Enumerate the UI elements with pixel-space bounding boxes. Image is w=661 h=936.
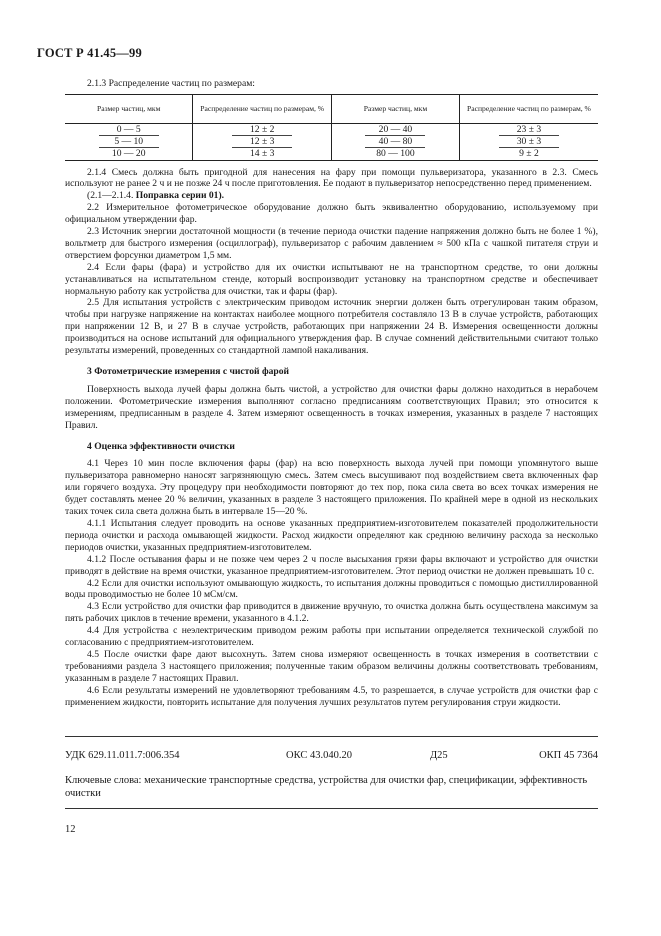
footer-divider: [65, 808, 598, 809]
table-cell: 40 — 80: [331, 136, 459, 148]
paragraph-2-3: 2.3 Источник энергии достаточной мощности (в течение периода очистки падение напряжения должно быть не более 1 %), вольтметр для быстрого измерения (осциллограф), пульверизатор с рабочим давлением ≈ 500 кПа с чашкой питателя струи и отверстием форсунки диаметром 1,5 мм.: [65, 226, 598, 261]
table-header-cell: Размер частиц, мкм: [65, 94, 193, 123]
paragraph-4-1: 4.1 Через 10 мин после включения фары (фар) на всю поверхность выхода лучей при помощи упомянутого выше пульверизатора равномерно наносят загрязняющую смесь. Затем смесь высушивают под воздействием света включенных фар или горячего воздуха. Эту процедуру при необходимости повторяют до тех пор, пока сила света во всех точках измерения не будет составлять менее 20 % величин, указанных в разделе 3 настоящего приложения. По крайней мере в одной из нескольких таких точек сила света должна быть в интервале 15—20 %.: [65, 458, 598, 518]
table-header-cell: Распределение частиц по размерам, %: [459, 94, 598, 123]
table-cell: 14 ± 3: [193, 148, 332, 160]
d-code: Д25: [430, 750, 448, 761]
paragraph-2-4: 2.4 Если фары (фара) и устройство для их очистки испытывают не на транспортном средстве, то они должны устанавливаться на испытательном стенде, который воспроизводит установку на транспортном средстве и обеспечивает нормальную работу как устройства для очистки, так и фары (фар).: [65, 261, 598, 297]
section-3-paragraph: Поверхность выхода лучей фары должна быть чистой, а устройство для очистки фары должно находиться в нерабочем положении. Фотометрические измерения выполняют согласно предписаниям соответствующих Правил; это относится к измерениям, предписанным в разделе 4. Затем измеряют освещенность в точках измерения, указанных в разделе 7 настоящих Правил.: [65, 383, 598, 431]
oks-code: ОКС 43.040.20: [286, 750, 352, 761]
table-row: [65, 123, 598, 136]
udk-code: УДК 629.11.011.7:006.354: [65, 750, 180, 761]
table-cell: 9 ± 2: [459, 148, 598, 160]
section-4-title: 4 Оценка эффективности очистки: [87, 440, 235, 452]
table-cell: 12 ± 2: [193, 123, 332, 136]
table-cell: 23 ± 3: [459, 123, 598, 136]
table-header-cell: Размер частиц, мкм: [331, 94, 459, 123]
paragraph-4-1-1: 4.1.1 Испытания следует проводить на основе указанных предприятием-изготовителем показателей продолжительности периода очистки и расхода омывающей жидкости. Расход жидкости определяют как среднюю величину расхода за несколько периодов очистки, указанных предприятием-изготовителем.: [65, 517, 598, 553]
paragraph-4-6: 4.6 Если результаты измерений не удовлетворяют требованиям 4.5, то разрешается, в случае устройств для очистки фар с применением жидкости, повторить испытание для получения лучших результатов путем регулирования струи жидкости.: [65, 684, 598, 708]
table-cell: 12 ± 3: [193, 136, 332, 148]
page-number: 12: [65, 824, 76, 835]
table-header-cell: Распределение частиц по размерам, %: [193, 94, 332, 123]
paragraph-4-4: 4.4 Для устройства с неэлектрическим приводом режим работы при испытании определяется технической службой по согласованию с предприятием-изготовителем.: [65, 625, 598, 649]
okp-code: ОКП 45 7364: [539, 750, 598, 761]
paragraph-4-3: 4.3 Если устройство для очистки фар приводится в движение вручную, то очистка должна быть осуществлена максимум за пять рабочих циклов в течение времени, указанного в 4.1.2.: [65, 601, 598, 625]
paragraph-2-5: 2.5 Для испытания устройств с электрическим приводом источник энергии должен быть отрегулирован таким образом, чтобы при нагрузке напряжение на контактах наиболее мощного потребителя составляло 13 В в случае устройств, работающих при напряжении 12 В, и 27 В в случае устройств, работающих при напряжении 24 В. Измерения освещенности должны производиться на основе испытаний для официального утверждения фар. В случае сомнений действительными считают только результаты измерений, проведенных со стандартной лампой накаливания.: [65, 297, 598, 357]
table-cell: 10 — 20: [65, 148, 193, 160]
paragraph-4-5: 4.5 После очистки фаре дают высохнуть. Затем снова измеряют освещенность в точках измерения в соответствии с требованиями раздела 3 настоящего приложения; полученные таким образом величины должны соответствовать требованиям, указанным в разделе 7 настоящих Правил.: [65, 648, 598, 684]
amendment-note: (2.1—2.1.4. Поправка серии 01).: [87, 190, 225, 202]
particle-distribution-table: [65, 94, 598, 161]
paragraph-4-1-2: 4.1.2 После остывания фары и не позже чем через 2 ч после высыхания грязи фары включают и устройство для очистки приводят в действие на время очистки, указанное предприятием-изготовителем. Этот период очистки не должен превышать 10 с.: [65, 553, 598, 577]
paragraph-2-2: 2.2 Измерительное фотометрическое оборудование должно быть эквивалентно оборудованию, используемому при официальном утверждении фар.: [65, 202, 598, 226]
table-header-row: [65, 94, 598, 123]
table-caption: 2.1.3 Распределение частиц по размерам:: [87, 78, 255, 89]
table-cell: 0 — 5: [65, 123, 193, 136]
table-row: [65, 136, 598, 148]
standard-code-header: ГОСТ Р 41.45—99: [37, 46, 142, 60]
table-cell: 30 ± 3: [459, 136, 598, 148]
table-row: [65, 148, 598, 160]
classification-divider: [65, 736, 598, 737]
keywords: Ключевые слова: механические транспортные средства, устройства для очистки фар, спецификации, эффективность очистки: [65, 775, 588, 799]
table-cell: 80 — 100: [331, 148, 459, 160]
document-body: [65, 78, 598, 708]
section-3-title: 3 Фотометрические измерения с чистой фарой: [87, 366, 290, 378]
table-cell: 5 — 10: [65, 136, 193, 148]
paragraph-4-2: 4.2 Если для очистки используют омывающую жидкость, то испытания должны проводиться с помощью дистиллированной воды проводимостью не более 10 мСм/см.: [65, 577, 598, 601]
paragraph-2-1-4: 2.1.4 Смесь должна быть пригодной для нанесения на фару при помощи пульверизатора, указанного в 2.3. Смесь используют не ранее 2 ч и не позже 24 ч после приготовления. Ее подают в пульверизатор непосредственно перед применением.: [65, 166, 598, 190]
table-cell: 20 — 40: [331, 123, 459, 136]
